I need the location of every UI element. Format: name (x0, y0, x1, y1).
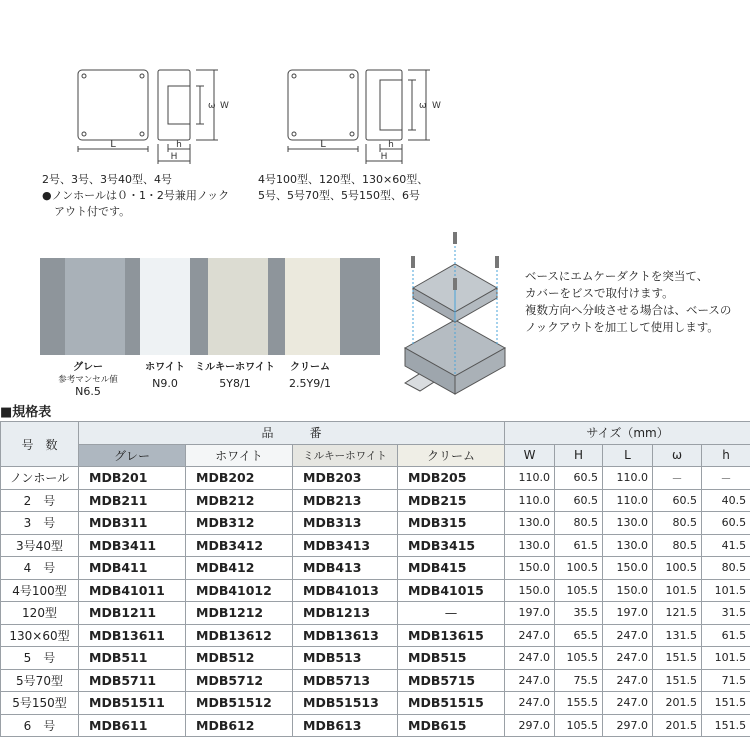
swatch-label-white: ホワイト N9.0 (145, 362, 185, 390)
size-value: － (653, 467, 702, 490)
front-view (288, 70, 358, 140)
dim-h: h (388, 140, 394, 150)
row-number-label: 4 号 (1, 557, 79, 580)
part-code: MDB212 (186, 489, 293, 512)
size-value: 60.5 (555, 467, 603, 490)
size-value: 80.5 (555, 512, 603, 535)
size-value: 65.5 (555, 624, 603, 647)
size-value: － (702, 467, 750, 490)
dim-H: H (170, 152, 178, 162)
part-code: MDB215 (398, 489, 505, 512)
size-value: 80.5 (702, 557, 750, 580)
size-value: 40.5 (702, 489, 750, 512)
part-code: MDB515 (398, 647, 505, 670)
part-code: MDB41011 (79, 579, 186, 602)
row-number-label: 120型 (1, 602, 79, 625)
header-white: ホワイト (186, 444, 293, 467)
swatch-white (140, 258, 190, 355)
row-number-label: 3号40型 (1, 534, 79, 557)
part-code: MDB413 (293, 557, 398, 580)
part-code: MDB512 (186, 647, 293, 670)
table-row (1, 512, 750, 535)
size-value: 197.0 (603, 602, 653, 625)
row-number-label: 6 号 (1, 714, 79, 737)
size-value: 150.0 (505, 579, 555, 602)
caption-type-b (258, 172, 478, 204)
part-code: MDB13615 (398, 624, 505, 647)
section-title: ■規格表 (0, 405, 52, 420)
row-number-label: ノンホール (1, 467, 79, 490)
size-value: 151.5 (653, 647, 702, 670)
part-code: MDB411 (79, 557, 186, 580)
part-code: MDB202 (186, 467, 293, 490)
part-code: MDB3415 (398, 534, 505, 557)
size-value: 105.5 (555, 579, 603, 602)
side-view (158, 70, 190, 140)
part-code: MDB205 (398, 467, 505, 490)
header-h: h (702, 444, 750, 467)
header-L: L (603, 444, 653, 467)
swatch-label-grey: グレー 参考マンセル値 N6.5 (58, 362, 118, 398)
table-row (1, 647, 750, 670)
size-value: 247.0 (505, 647, 555, 670)
part-code: MDB51512 (186, 692, 293, 715)
size-value: 110.0 (505, 489, 555, 512)
part-code: MDB3411 (79, 534, 186, 557)
size-value: 121.5 (653, 602, 702, 625)
part-code: — (398, 602, 505, 625)
dim-omega: ω (419, 101, 427, 111)
size-value: 297.0 (603, 714, 653, 737)
part-code: MDB213 (293, 489, 398, 512)
swatch-cream (285, 258, 340, 355)
table-row (1, 602, 750, 625)
size-value: 247.0 (603, 692, 653, 715)
size-value: 247.0 (505, 624, 555, 647)
part-code: MDB615 (398, 714, 505, 737)
caption-type-a (42, 172, 262, 220)
row-number-label: 5号70型 (1, 669, 79, 692)
part-code: MDB313 (293, 512, 398, 535)
header-size: サイズ（mm） (505, 422, 750, 445)
size-value: 100.5 (653, 557, 702, 580)
header-number: 号 数 (1, 422, 79, 467)
size-value: 150.0 (603, 557, 653, 580)
size-value: 130.0 (505, 534, 555, 557)
size-value: 197.0 (505, 602, 555, 625)
part-code: MDB315 (398, 512, 505, 535)
size-value: 247.0 (505, 692, 555, 715)
part-code: MDB513 (293, 647, 398, 670)
row-number-label: 5 号 (1, 647, 79, 670)
part-code: MDB13612 (186, 624, 293, 647)
part-code: MDB415 (398, 557, 505, 580)
size-value: 247.0 (603, 624, 653, 647)
part-code: MDB311 (79, 512, 186, 535)
size-value: 151.5 (702, 692, 750, 715)
size-value: 80.5 (653, 534, 702, 557)
spec-table (0, 421, 750, 737)
size-value: 247.0 (505, 669, 555, 692)
size-value: 297.0 (505, 714, 555, 737)
size-value: 150.0 (505, 557, 555, 580)
spec-table-body (1, 467, 750, 737)
dim-W: W (220, 101, 229, 111)
header-part-number: 品 番 (79, 422, 505, 445)
size-value: 130.0 (505, 512, 555, 535)
dim-omega: ω (208, 101, 216, 111)
table-row (1, 467, 750, 490)
table-header-row-2 (1, 444, 750, 467)
part-code: MDB5712 (186, 669, 293, 692)
caption-line: アウト付です。 (54, 205, 131, 218)
part-code: MDB5711 (79, 669, 186, 692)
size-value: 60.5 (555, 489, 603, 512)
table-row (1, 579, 750, 602)
header-H: H (555, 444, 603, 467)
front-view (78, 70, 148, 140)
size-value: 60.5 (653, 489, 702, 512)
row-number-label: 2 号 (1, 489, 79, 512)
caption-line: 2号、3号、3号40型、4号 (42, 173, 172, 186)
size-value: 130.0 (603, 512, 653, 535)
size-value: 61.5 (555, 534, 603, 557)
size-value: 110.0 (603, 467, 653, 490)
table-row (1, 692, 750, 715)
part-code: MDB412 (186, 557, 293, 580)
part-code: MDB5713 (293, 669, 398, 692)
part-code: MDB41013 (293, 579, 398, 602)
size-value: 247.0 (603, 647, 653, 670)
size-value: 130.0 (603, 534, 653, 557)
mounting-description: ベースにエムケーダクトを突当て、 カバーをビスで取付けます。 複数方向へ分岐させる場合は、ベースの ノックアウトを加工して使用します。 (525, 269, 732, 334)
part-code: MDB203 (293, 467, 398, 490)
dim-h: h (176, 140, 182, 150)
size-value: 201.5 (653, 714, 702, 737)
table-row (1, 624, 750, 647)
table-row (1, 489, 750, 512)
dim-L: L (110, 139, 116, 150)
part-code: MDB211 (79, 489, 186, 512)
part-code: MDB3412 (186, 534, 293, 557)
size-value: 101.5 (702, 579, 750, 602)
dim-W: W (432, 101, 441, 111)
caption-line: 5号、5号70型、5号150型、6号 (258, 189, 420, 202)
part-code: MDB51511 (79, 692, 186, 715)
size-value: 100.5 (555, 557, 603, 580)
row-number-label: 3 号 (1, 512, 79, 535)
dim-L: L (320, 139, 326, 150)
size-value: 110.0 (505, 467, 555, 490)
header-cream: クリーム (398, 444, 505, 467)
part-code: MDB1212 (186, 602, 293, 625)
part-code: MDB612 (186, 714, 293, 737)
size-value: 101.5 (702, 647, 750, 670)
swatch-grey (65, 258, 125, 355)
part-code: MDB13613 (293, 624, 398, 647)
part-code: MDB611 (79, 714, 186, 737)
color-swatches (40, 258, 380, 355)
swatch-milky-white (208, 258, 268, 355)
dim-H: H (380, 152, 388, 162)
table-row (1, 714, 750, 737)
size-value: 105.5 (555, 647, 603, 670)
part-code: MDB41015 (398, 579, 505, 602)
part-code: MDB41012 (186, 579, 293, 602)
part-code: MDB201 (79, 467, 186, 490)
size-value: 60.5 (702, 512, 750, 535)
size-value: 105.5 (555, 714, 603, 737)
header-omega: ω (653, 444, 702, 467)
size-value: 41.5 (702, 534, 750, 557)
header-milky-white: ミルキーホワイト (293, 444, 398, 467)
drawing-type-a (70, 60, 240, 170)
size-value: 247.0 (603, 669, 653, 692)
swatch-label-milky-white: ミルキーホワイト 5Y8/1 (195, 362, 275, 390)
part-code: MDB51513 (293, 692, 398, 715)
size-value: 150.0 (603, 579, 653, 602)
caption-line: 4号100型、120型、130×60型、 (258, 173, 429, 186)
part-code: MDB613 (293, 714, 398, 737)
table-header-row-1 (1, 422, 750, 445)
size-value: 75.5 (555, 669, 603, 692)
header-W: W (505, 444, 555, 467)
assembly-illustration (385, 228, 520, 398)
caption-line: ●ノンホールは０・1・2号兼用ノック (42, 189, 230, 202)
part-code: MDB13611 (79, 624, 186, 647)
table-row (1, 669, 750, 692)
size-value: 151.5 (653, 669, 702, 692)
size-value: 155.5 (555, 692, 603, 715)
part-code: MDB1213 (293, 602, 398, 625)
size-value: 101.5 (653, 579, 702, 602)
row-number-label: 130×60型 (1, 624, 79, 647)
part-code: MDB5715 (398, 669, 505, 692)
size-value: 201.5 (653, 692, 702, 715)
size-value: 71.5 (702, 669, 750, 692)
part-code: MDB511 (79, 647, 186, 670)
size-value: 80.5 (653, 512, 702, 535)
table-row (1, 534, 750, 557)
swatch-label-cream: クリーム 2.5Y9/1 (289, 362, 331, 390)
drawing-type-b (280, 60, 450, 170)
size-value: 31.5 (702, 602, 750, 625)
size-value: 35.5 (555, 602, 603, 625)
part-code: MDB1211 (79, 602, 186, 625)
part-code: MDB312 (186, 512, 293, 535)
table-row (1, 557, 750, 580)
part-code: MDB3413 (293, 534, 398, 557)
row-number-label: 4号100型 (1, 579, 79, 602)
header-grey: グレー (79, 444, 186, 467)
row-number-label: 5号150型 (1, 692, 79, 715)
size-value: 131.5 (653, 624, 702, 647)
size-value: 151.5 (702, 714, 750, 737)
size-value: 61.5 (702, 624, 750, 647)
size-value: 110.0 (603, 489, 653, 512)
part-code: MDB51515 (398, 692, 505, 715)
